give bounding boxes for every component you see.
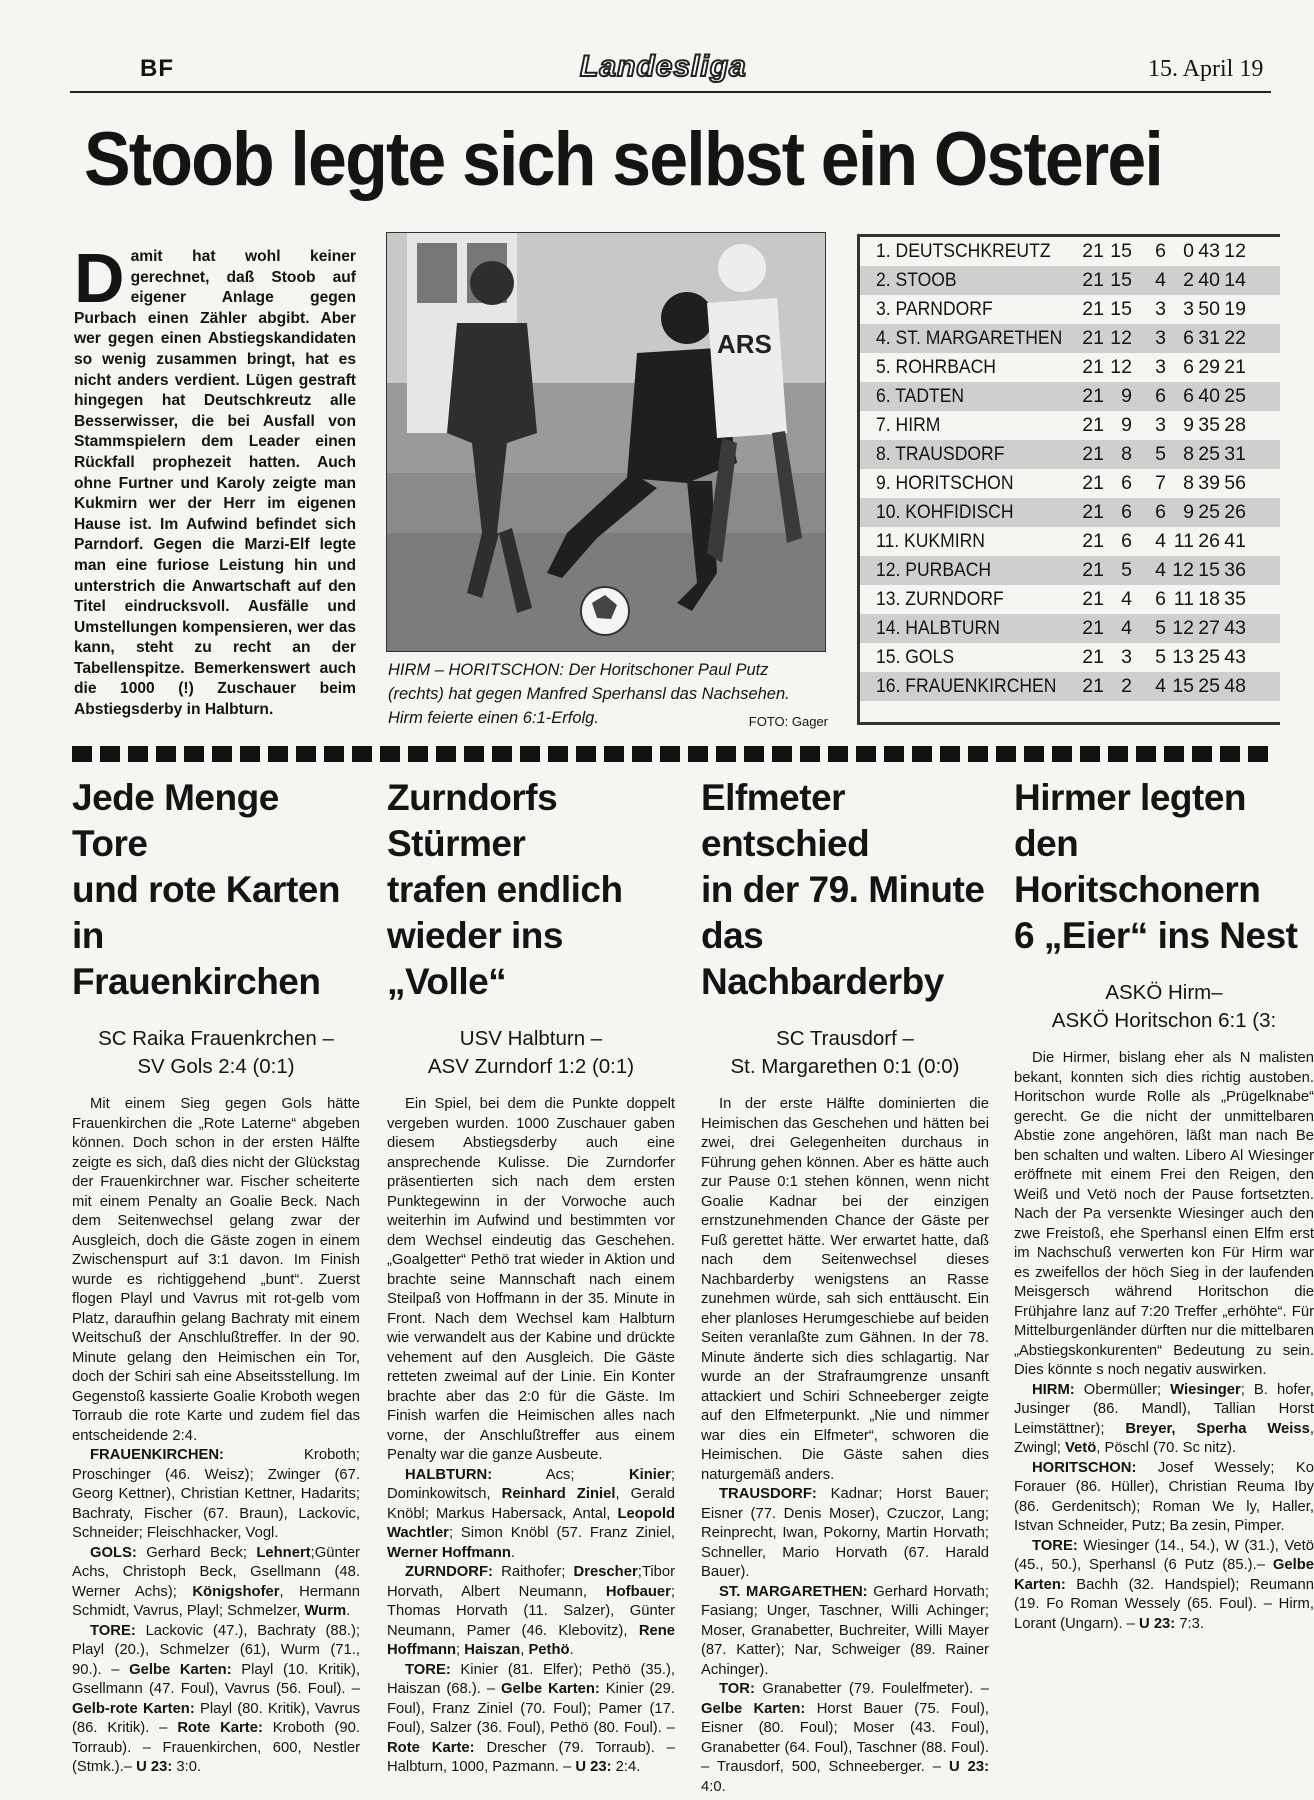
stat-ga: 19 — [1224, 298, 1246, 320]
team-label: ST. MARGARETHEN — [895, 327, 1063, 349]
stat-gf: 18 — [1198, 588, 1220, 610]
article-paragraph: Ein Spiel, bei dem die Punkte doppelt vergeben wurden. 1000 Zuschauer gaben diesem Abstiegsderby auch eine ansprechende Kulisse. Die Zurndorfer präsentierten sich nach dem ersten Punktegewinn in der Vorwoche auch weiterhin im Aufwind und bestimmten vor dem Wechsel eindeutig das Geschehen. „Goalgetter“ Pethö trat wieder in Aktion und brachte seine Mannschaft nach einem Steilpaß von Hoffmann in der 35. Minute in Front. Nach dem Wechsel kam Halbturn wie verwandelt aus der Kabine und drückte vehement auf den Ausgleich. Die Gäste retteten zweimal auf der Linie. Ein Konter brachte aber das 2:0 für die Gäste. Im Finish warfen die Heimischen alles nach vorne, der Anschlußtreffer aus einem Penalty war die ganze Ausbeute. — [387, 1096, 675, 1463]
team-label: HORITSCHON — [895, 472, 1014, 494]
article-headline: Hirmer legten den Horitschonern 6 „Eier“ ins Nest — [1014, 777, 1298, 956]
article-paragraph: GOLS: Gerhard Beck; Lehnert;Günter Achs, Christoph Beck, Gsellmann (48. Werner Achs); Königshofer, Hermann Schmidt, Vavrus, Playl; Schmelzer, Wurm. — [72, 1544, 360, 1619]
stat-w: 9 — [1121, 414, 1132, 436]
team-position: 3. — [876, 298, 891, 320]
team-position: 6. — [876, 385, 891, 407]
stat-l: 8 — [1183, 472, 1194, 494]
lead-text: amit hat wohl keiner gerechnet, daß Stoob auf eigener Anlage gegen Purbach einen Zähler abgibt. Aber wer gegen einen Abstiegskandidaten so wenig zusammen bringt, hat es nicht anders verdient. Lügen gestraft hingegen hat Deutschkreutz alle Besserwisser, die bei Ausfall von Stammspielern dem Leader einen Rückfall prophezeit hatten. Auch ohne Furtner und Karoly zeigte man Kukmirn wer der Herr im eigenen Hause ist. Im Aufwind befindet sich Parndorf. Gegen die Marzi-Elf legte man eine furiose Leistung hin und unterstrich die Anwartschaft auf den Titel eindrucksvoll. Ausfälle und Umstellungen kompensieren, wer das kann, steht zu recht an der Tabellenspitze. Bemerkenswert auch die 1000 (!) Zuschauer beim Abstiegsderby in Halbturn. — [74, 248, 356, 719]
article-paragraph: HALBTURN: Acs; Kinier; Dominkowitsch, Reinhard Ziniel, Gerald Knöbl; Markus Habersack, Antal, Leopold Wachtler; Simon Knöbl (57. Franz Ziniel, Werner Hoffmann. — [387, 1466, 675, 1561]
article-headline: Jede Menge Tore und rote Karten in Frauenkirchen — [72, 777, 340, 1002]
stat-g: 21 — [1082, 414, 1104, 436]
stat-w: 15 — [1110, 269, 1132, 291]
table-row — [860, 556, 1280, 585]
team-name — [876, 266, 957, 295]
stat-w: 9 — [1121, 385, 1132, 407]
article-frauenkirchen — [72, 775, 360, 1778]
photo-credit: FOTO: Gager — [748, 714, 828, 729]
article-paragraph: In der erste Hälfte dominierten die Heimischen das Geschehen und hätten bei zwei, drei Gelegenheiten durchaus in Führung gehen können. Aber es hätte auch zur Pause 0:1 stehen können, wenn nicht Goalie Kadnar bei der einzigen ernstzunehmenden Chance der Gäste per Fuß gerettet hätte. Wer erwartet hatte, daß nach dem Seitenwechsel dieses Nachbarderby wenigstens an Rasse zunehmen würde, sah sich enttäuscht. Ein eher planloses Herumgeschiebe auf beiden Seiten veranlaßte zum Gähnen. In der 78. Minute änderte sich dies schlagartig. Nar wurde an der Strafraumgrenze unsanft attackiert und Schiri Schneeberger zeigte auf den Elfmeterpunkt. „Nie und nimmer war dies ein Elfmeter“, schworen die Heimischen. Die Gäste sahen dies naturgemäß anders. — [701, 1096, 989, 1483]
table-row — [860, 498, 1280, 527]
team-name — [876, 382, 964, 411]
main-headline: Stoob legte sich selbst ein Osterei — [84, 117, 1162, 202]
stat-ga: 43 — [1224, 646, 1246, 668]
team-label: FRAUENKIRCHEN — [905, 675, 1057, 697]
stat-gf: 25 — [1198, 646, 1220, 668]
table-row — [860, 643, 1280, 672]
article-paragraph: HORITSCHON: Josef Wessely; Ko Forauer (86. Hüller), Christian Reuma Iby (86. Gerdenitsch); Roman We ly, Haller, Istvan Schneider, Putz; Ba zesin, Pimper. — [1014, 1459, 1314, 1534]
table-row — [860, 324, 1280, 353]
stat-l: 0 — [1183, 240, 1194, 262]
team-label: KOHFIDISCH — [905, 501, 1014, 523]
article-paragraph: ST. MARGARETHEN: Gerhard Horvath; Fasiang; Unger, Taschner, Willi Achinger; Moser, Granabetter, Buchreiter, Willi Mayer (87. Katter); Nar, Schweiger (89. Rainer Achinger). — [701, 1583, 989, 1678]
table-row — [860, 382, 1280, 411]
team-name — [876, 469, 1014, 498]
match-result: ASKÖ Hirm– ASKÖ Horitschon 6:1 (3: — [1051, 981, 1277, 1032]
stat-l: 9 — [1183, 414, 1194, 436]
stat-ga: 31 — [1224, 443, 1246, 465]
team-position: 11. — [876, 530, 900, 552]
stat-l: 12 — [1172, 617, 1194, 639]
drop-cap: D — [74, 239, 125, 317]
table-row — [860, 585, 1280, 614]
stat-w: 5 — [1121, 559, 1132, 581]
article-paragraph: TRAUSDORF: Kadnar; Horst Bauer; Eisner (77. Denis Moser), Czuczor, Lang; Reinprecht, Iwan, Pokorny, Martin Horvath; Schneller, Mario Horvath (67. Harald Bauer). — [701, 1486, 989, 1580]
team-position: 1. — [876, 240, 891, 262]
stat-l: 2 — [1183, 269, 1194, 291]
article-paragraph: Die Hirmer, bislang eher als N malisten bekant, konnten sich dies richtig austoben. Horitschon wurde Rolle als „Prügelknabe“ gerecht. Ge die nicht der unmittelbaren Abstie zone angehören, läßt man nach Be ben schalten und walten. Libero Al Wiesinger eröffnete mit einem Frei den Reigen, den Weiß und Vetö noch der Pause fortsetzten. Nach der Pa versenkte Wiesinger auch den zwe Freistoß, ehe Sperhansl einen Elfm erst im Nachschuß verwerten kon Für Hirm war es zweifellos der höch Sieg in der laufenden Meisgersch während Horitschon die Frühjahre lanz auf 7:20 Treffer „erhöhte“. Für Mittelburgenländer dürften nur die mittelbaren „Abstiegskonkurenten“ Bedeutung zu sein. Dies könnte s noch negativ auswirken. — [1014, 1050, 1314, 1378]
stat-ga: 21 — [1224, 356, 1246, 378]
stat-l: 12 — [1172, 559, 1194, 581]
stat-g: 21 — [1082, 559, 1104, 581]
stat-d: 4 — [1155, 530, 1166, 552]
team-position: 2. — [876, 269, 891, 291]
article-paragraph: TORE: Kinier (81. Elfer); Pethö (35.), Haiszan (68.). – Gelbe Karten: Kinier (29. Foul), Franz Ziniel (70. Foul); Pamer (17. Foul), Salzer (36. Foul), Pethö (80. Foul). – Rote Karte: Drescher (79. Torraub). – Halbturn, 1000, Pazmann. – U 23: 2:4. — [387, 1661, 675, 1775]
team-position: 7. — [876, 414, 891, 436]
team-name — [876, 585, 1004, 614]
caption-text: HIRM – HORITSCHON: Der Horitschoner Paul Putz (rechts) hat gegen Manfred Sperhansl das Nachsehen. Hirm feierte einen 6:1-Erfolg. — [388, 661, 790, 727]
stat-ga: 26 — [1224, 501, 1246, 523]
team-position: 4. — [876, 327, 891, 349]
article-paragraph: TOR: Granabetter (79. Foulelfmeter). – Gelbe Karten: Horst Bauer (75. Foul), Eisner (80. Foul); Moser (43. Foul), Granabetter (64. Foul), Taschner (88. Foul). – Trausdorf, 500, Schneeberger. – U 23: 4:0. — [701, 1681, 990, 1795]
article-paragraph: HIRM: Obermüller; Wiesinger; B. hofer, Jusinger (86. Mandl), Tallian Horst Leimstättner); Breyer, Sperha Weiss, Zwingl; Vetö, Pöschl (70. Sc nitz). — [1014, 1381, 1314, 1456]
match-result: USV Halbturn – ASV Zurndorf 1:2 (0:1) — [427, 1027, 635, 1078]
stat-g: 21 — [1082, 617, 1104, 639]
team-position: 15. — [876, 646, 901, 668]
team-label: ZURNDORF — [905, 588, 1004, 610]
team-position: 13. — [876, 588, 901, 610]
team-position: 10. — [876, 501, 901, 523]
team-position: 14. — [876, 617, 901, 639]
stat-d: 3 — [1155, 327, 1166, 349]
stat-g: 21 — [1082, 269, 1104, 291]
stat-d: 7 — [1155, 472, 1166, 494]
stat-gf: 39 — [1198, 472, 1220, 494]
article-paragraph: Mit einem Sieg gegen Gols hätte Frauenkirchen die „Rote Laterne“ abgeben können. Doch schon in der ersten Hälfte zeigte es sich, daß dies nicht der Glückstag der Frauenkirchner war. Fischer scheiterte mit einem Penalty an Goalie Beck. Nach dem Seitenwechsel gelang zwar der Ausgleich, doch die Gäste zogen in einem Zwischenspurt auf 3:1 davon. Im Finish wurde es richtiggehend „bunt“. Zuerst flogen Playl und Vavrus mit rot-gelb vom Platz, daraufhin gelang Bachraty mit einem Weitschuß der Anschlußtreffer. In der 90. Minute gelang den Heimischen ein Tor, doch der Schiri sah eine Abseitsstellung. Im Gegenstoß kassierte Goalie Kroboth wegen Torraub die rote Karte und zudem fiel das entscheidende 2:4. — [72, 1096, 360, 1444]
article-zurndorf — [387, 775, 675, 1778]
stat-l: 11 — [1173, 530, 1194, 552]
team-name — [876, 498, 1014, 527]
match-result: SC Raika Frauenkrchen – SV Gols 2:4 (0:1) — [98, 1027, 334, 1078]
stat-gf: 26 — [1198, 530, 1220, 552]
stat-gf: 35 — [1198, 414, 1220, 436]
team-name — [876, 672, 1056, 701]
team-label: TADTEN — [895, 385, 965, 407]
football-players-image — [387, 233, 825, 651]
stat-w: 15 — [1110, 298, 1132, 320]
team-label: TRAUSDORF — [895, 443, 1005, 465]
stat-gf: 25 — [1198, 443, 1220, 465]
stat-d: 5 — [1155, 443, 1166, 465]
stat-d: 6 — [1155, 240, 1166, 262]
article-paragraph: ZURNDORF: Raithofer; Drescher;Tibor Horvath, Albert Neumann, Hofbauer; Thomas Horvath (11. Salzer), Günter Neumann, Pamer (46. Klebovitz), Rene Hoffmann; Haiszan, Pethö. — [387, 1564, 675, 1658]
team-label: PARNDORF — [895, 298, 993, 320]
table-row — [860, 440, 1280, 469]
stat-gf: 25 — [1198, 675, 1220, 697]
stat-w: 3 — [1121, 646, 1132, 668]
stat-d: 4 — [1155, 269, 1166, 291]
stat-g: 21 — [1082, 443, 1104, 465]
stat-d: 3 — [1155, 414, 1166, 436]
article-body — [1014, 1049, 1314, 1634]
stat-gf: 31 — [1198, 327, 1220, 349]
stat-l: 15 — [1172, 675, 1194, 697]
stat-d: 3 — [1155, 298, 1166, 320]
match-photo — [386, 232, 826, 652]
stat-w: 4 — [1121, 588, 1132, 610]
stat-g: 21 — [1082, 298, 1104, 320]
table-row — [860, 672, 1280, 701]
stat-l: 6 — [1183, 385, 1194, 407]
stat-ga: 56 — [1224, 472, 1246, 494]
article-body — [387, 1095, 675, 1778]
team-name — [876, 411, 940, 440]
masthead-rule — [70, 91, 1271, 93]
stat-gf: 50 — [1198, 298, 1220, 320]
stat-ga: 25 — [1224, 385, 1246, 407]
stat-gf: 40 — [1198, 385, 1220, 407]
team-name — [876, 324, 1062, 353]
stat-gf: 25 — [1198, 501, 1220, 523]
stat-w: 6 — [1121, 530, 1132, 552]
stat-d: 4 — [1155, 559, 1166, 581]
stat-d: 6 — [1155, 588, 1166, 610]
section-title: Landesliga — [580, 50, 747, 83]
stat-l: 6 — [1183, 327, 1194, 349]
team-name — [876, 237, 1051, 266]
stat-d: 6 — [1155, 501, 1166, 523]
team-position: 12. — [876, 559, 901, 581]
stat-l: 3 — [1183, 298, 1194, 320]
team-label: DEUTSCHKREUTZ — [895, 240, 1051, 262]
article-headline: Elfmeter entschied in der 79. Minute das Nachbarderby — [701, 777, 985, 1002]
section-divider — [72, 746, 1271, 762]
table-row — [860, 614, 1280, 643]
stat-gf: 27 — [1198, 617, 1220, 639]
stat-w: 12 — [1110, 356, 1132, 378]
stat-ga: 14 — [1224, 269, 1246, 291]
team-label: HIRM — [895, 414, 941, 436]
team-label: PURBACH — [905, 559, 992, 581]
stat-ga: 12 — [1224, 240, 1246, 262]
team-name — [876, 614, 1000, 643]
stat-g: 21 — [1082, 530, 1104, 552]
team-position: 5. — [876, 356, 891, 378]
team-label: ROHRBACH — [895, 356, 996, 378]
table-row — [860, 237, 1280, 266]
article-body — [701, 1095, 989, 1797]
stat-ga: 36 — [1224, 559, 1246, 581]
lead-article — [74, 239, 356, 721]
shirt-sponsor: ARS — [717, 329, 772, 359]
stat-l: 9 — [1183, 501, 1194, 523]
team-name — [876, 353, 996, 382]
table-row — [860, 295, 1280, 324]
stat-g: 21 — [1082, 675, 1104, 697]
stat-g: 21 — [1082, 501, 1104, 523]
team-label: STOOB — [895, 269, 957, 291]
team-position: 8. — [876, 443, 891, 465]
team-position: 16. — [876, 675, 901, 697]
publication-mark: BF — [140, 55, 174, 82]
stat-g: 21 — [1082, 356, 1104, 378]
stat-l: 6 — [1183, 356, 1194, 378]
stat-gf: 40 — [1198, 269, 1220, 291]
article-hirm — [1014, 775, 1314, 1634]
stat-g: 21 — [1082, 327, 1104, 349]
stat-l: 8 — [1183, 443, 1194, 465]
stat-l: 13 — [1172, 646, 1194, 668]
stat-d: 4 — [1155, 675, 1166, 697]
stat-w: 15 — [1110, 240, 1132, 262]
team-name — [876, 527, 985, 556]
stat-ga: 35 — [1224, 588, 1246, 610]
stat-w: 2 — [1121, 675, 1132, 697]
stat-gf: 29 — [1198, 356, 1220, 378]
stat-g: 21 — [1082, 240, 1104, 262]
team-position: 9. — [876, 472, 891, 494]
stat-g: 21 — [1082, 646, 1104, 668]
stat-w: 6 — [1121, 472, 1132, 494]
stat-gf: 15 — [1198, 559, 1220, 581]
stat-d: 5 — [1155, 617, 1166, 639]
table-row — [860, 411, 1280, 440]
article-paragraph: TORE: Lackovic (47.), Bachraty (88.); Playl (20.), Schmelzer (61), Wurm (71., 90.). – Gelbe Karten: Playl (10. Kritik), Gsellmann (47. Foul), Vavrus (56. Foul). – Gelb-rote Karten: Playl (80. Kritik), Vavrus (86. Kritik). – Rote Karte: Kroboth (90. Torraub). – Frauenkirchen, 600, Nestler (Stmk.).– U 23: 3:0. — [72, 1622, 361, 1775]
stat-d: 6 — [1155, 385, 1166, 407]
stat-g: 21 — [1082, 588, 1104, 610]
article-body — [72, 1095, 360, 1778]
stat-l: 11 — [1173, 588, 1194, 610]
article-headline: Zurndorfs Stürmer trafen endlich wieder ins „Volle“ — [387, 777, 623, 1002]
stat-ga: 22 — [1224, 327, 1246, 349]
stat-gf: 43 — [1198, 240, 1220, 262]
match-result: SC Trausdorf – St. Margarethen 0:1 (0:0) — [730, 1027, 960, 1078]
table-row — [860, 353, 1280, 382]
team-name — [876, 643, 954, 672]
stat-d: 5 — [1155, 646, 1166, 668]
issue-date: 15. April 19 — [1148, 56, 1264, 82]
article-paragraph: TORE: Wiesinger (14., 54.), W (31.), Vetö (45., 50.), Sperhansl (6 Putz (85.).– Gelbe Karten: Bachh (32. Handspiel); Reumann (19. Fo Roman Wessely (65. Foul). – Hirm, Lorant (Ungarn). – U 23: 7:3. — [1014, 1537, 1314, 1632]
stat-w: 4 — [1121, 617, 1132, 639]
article-trausdorf — [701, 775, 989, 1797]
stat-ga: 28 — [1224, 414, 1246, 436]
team-name — [876, 556, 991, 585]
article-paragraph: FRAUENKIRCHEN: Kroboth; Proschinger (46. Weisz); Zwinger (67. Georg Kettner), Christian Kettner, Hadarits; Bachraty, Fischer (67. Braun), Lackovic, Schneider; Fleischhacker, Vogl. — [72, 1447, 360, 1541]
stat-d: 3 — [1155, 356, 1166, 378]
stat-g: 21 — [1082, 385, 1104, 407]
table-row — [860, 527, 1280, 556]
stat-ga: 41 — [1224, 530, 1246, 552]
stat-w: 6 — [1121, 501, 1132, 523]
team-name — [876, 295, 993, 324]
stat-w: 8 — [1121, 443, 1132, 465]
team-label: GOLS — [905, 646, 955, 668]
stat-w: 12 — [1110, 327, 1132, 349]
league-table — [857, 234, 1280, 725]
stat-g: 21 — [1082, 472, 1104, 494]
team-name — [876, 440, 1004, 469]
team-label: KUKMIRN — [903, 530, 985, 552]
stat-ga: 48 — [1224, 675, 1246, 697]
team-label: HALBTURN — [905, 617, 1000, 639]
photo-caption — [388, 658, 828, 734]
table-row — [860, 266, 1280, 295]
table-row — [860, 469, 1280, 498]
stat-ga: 43 — [1224, 617, 1246, 639]
